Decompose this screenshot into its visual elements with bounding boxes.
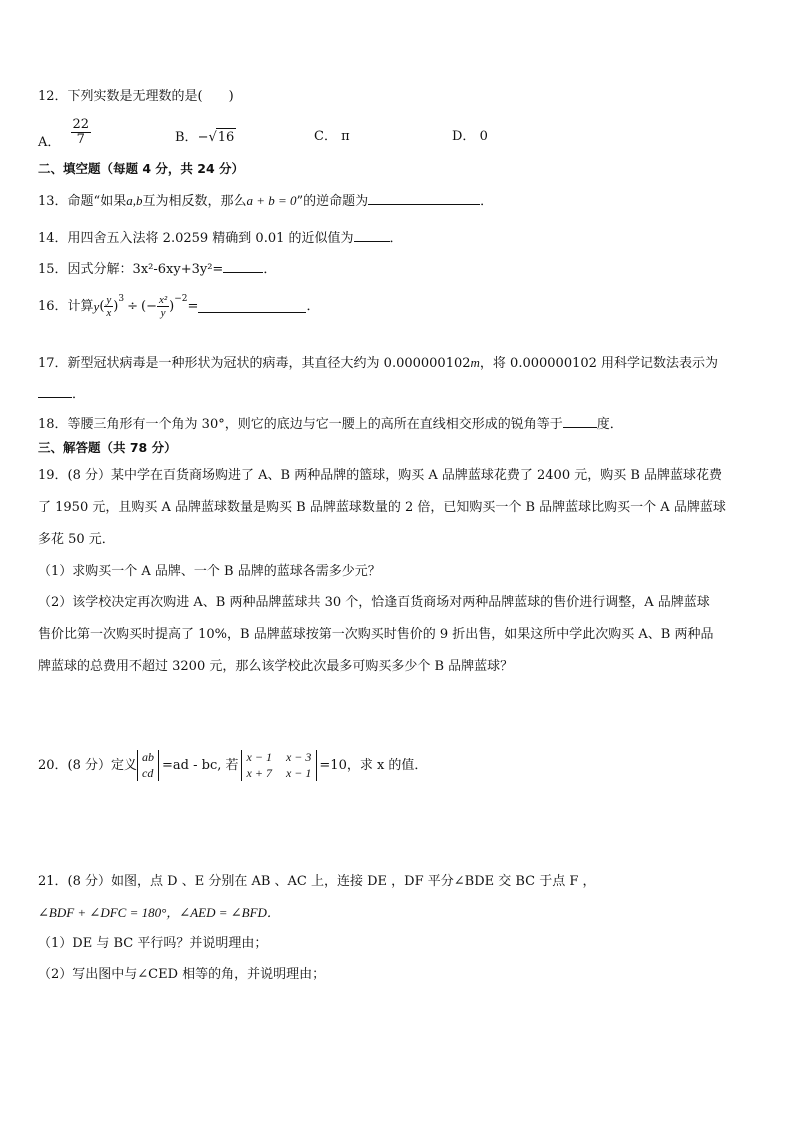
q21-sub1: （1）DE 与 BC 平行吗？并说明理由； [38,936,268,951]
q21-line1: 21．(8 分）如图，点 D 、E 分别在 AB 、AC 上，连接 DE ，DF 平分∠BDE 交 BC 于点 F ， [38,874,596,889]
q16-prefix: 16．计算 [38,298,94,314]
q19-sub2-line1: （2）该学校决定再次购进 A、B 两种品牌蓝球共 30 个，恰逢百货商场对两种品牌蓝球的售价进行调整，A 品牌蓝球 [38,595,710,610]
q17-text: 17．新型冠状病毒是一种形状为冠状的病毒，其直径大约为 0.000000102 [38,356,471,371]
option-label: C． [314,129,337,144]
q20 [38,750,427,781]
q20-suffix: =10，求 x 的值． [319,757,428,773]
q15 [38,260,276,279]
option-label: A． [38,135,61,151]
answer-blank[interactable] [38,385,72,398]
q13-expr: a + b = 0 [246,193,297,208]
q19-line3: 多花 50 元． [38,532,115,547]
q19-line1: 19．(8 分）某中学在百货商场购进了 A、B 两种品牌的篮球，购买 A 品牌蓝球花费了 2400 元，购买 B 品牌蓝球花费 [38,468,723,483]
q12-option-a [38,117,91,151]
q14-text: 14．用四舍五入法将 2.0259 精确到 0.01 的近似值为 [38,231,354,246]
q19-sub1: （1）求购买一个 A 品牌、一个 B 品牌的蓝球各需多少元？ [38,564,381,579]
matrix-cell: x − 1 [285,765,312,780]
section-title-solve: 三、解答题（共 78 分） [38,440,177,455]
determinant-matrix [241,750,318,781]
q13-end: ． [480,194,494,209]
answer-blank[interactable] [198,300,306,313]
denominator: x [106,307,112,320]
fraction [71,118,92,148]
q12-option-d [452,128,488,146]
q17-text-b: ，将 0.000000102 用科学记数法表示为 [479,356,719,371]
q20-prefix: 20．(8 分）定义 [38,757,138,773]
q16-end: ． [306,298,320,314]
exponent: −2 [174,293,188,304]
division-sign: ÷ [127,298,139,314]
q13-prefix: 13．命题“如果 [38,194,127,209]
option-label: B． [175,130,198,145]
q20-mid: =ad - bc, 若 [162,757,239,773]
numerator: y [106,294,112,306]
q18-text: 18．等腰三角形有一个角为 30°，则它的底边与它一腰上的高所在直线相交形成的锐角等于 [38,417,563,432]
q16 [38,294,319,319]
paren-close: ) [113,298,119,314]
paren-close: ) [169,298,175,314]
numerator: x² [158,294,168,306]
det-row-top: ab [142,750,155,764]
q15-end: ． [263,262,277,277]
numerator: 22 [72,117,90,132]
radicand: 16 [217,130,235,145]
answer-blank[interactable] [354,229,390,242]
q17 [38,354,718,373]
q21-sub2: （2）写出图中与∠CED 相等的角，并说明理由； [38,967,326,982]
q13-mid: 互为相反数，那么 [142,194,247,209]
q16-y: y [93,298,100,314]
q12-options [38,118,758,158]
q17-unit: m [470,355,480,370]
fraction [104,294,113,319]
q12-stem: 12．下列实数是无理数的是( ) [38,89,234,104]
matrix-cell: x − 3 [285,750,312,764]
q14 [38,229,403,248]
q18-end: 度． [596,417,623,432]
q19-line2: 了 1950 元，且购买 A 品牌蓝球数量是购买 B 品牌蓝球数量的 2 倍，已知购买一个 B 品牌蓝球比购买一个 A 品牌蓝球 [38,500,726,515]
option-value: 0 [479,129,488,144]
q18 [38,415,623,434]
exponent: 3 [118,293,125,304]
q19-sub2-line2: 售价比第一次购买时提高了 10%，B 品牌蓝球按第一次购买时售价的 9 折出售，如果这所中学此次购买 A、B 两种品 [38,627,714,642]
paren-open: ( [99,298,105,314]
minus-sign: − [197,130,209,145]
q19-sub2-line3: 牌蓝球的总费用不超过 3200 元，那么该学校此次最多可购买多少个 B 品牌蓝球？ [38,659,514,674]
section-title-fill-in: 二、填空题（每题 4 分，共 24 分） [38,161,245,176]
equals-sign: = [187,298,199,314]
q21-line2: ∠BDF + ∠DFC = 180°，∠AED = ∠BFD． [38,905,280,920]
option-label: D． [452,129,476,144]
q12-option-b [175,128,236,147]
det-row-bottom: cd [142,765,154,780]
q13-suffix: ”的逆命题为 [296,194,369,209]
option-value: π [341,129,350,144]
q17-line2 [38,385,85,404]
q13-vars: a,b [126,193,143,208]
answer-blank[interactable] [223,260,263,273]
denominator: y [160,307,166,320]
answer-blank[interactable] [563,415,597,428]
answer-blank[interactable] [368,192,480,205]
paren-open: (− [141,298,157,314]
matrix-cell: x − 1 [246,750,272,764]
q17-end: ． [72,387,86,402]
q13 [38,192,493,211]
q15-text: 15．因式分解：3x²-6xy+3y²= [38,262,224,277]
determinant-definition [137,750,159,781]
matrix-cell: x + 7 [246,765,272,780]
q14-end: ． [389,231,403,246]
q12-option-c [314,128,350,146]
sqrt-icon: √ [208,130,217,145]
denominator: 7 [76,132,85,148]
fraction [157,294,169,319]
